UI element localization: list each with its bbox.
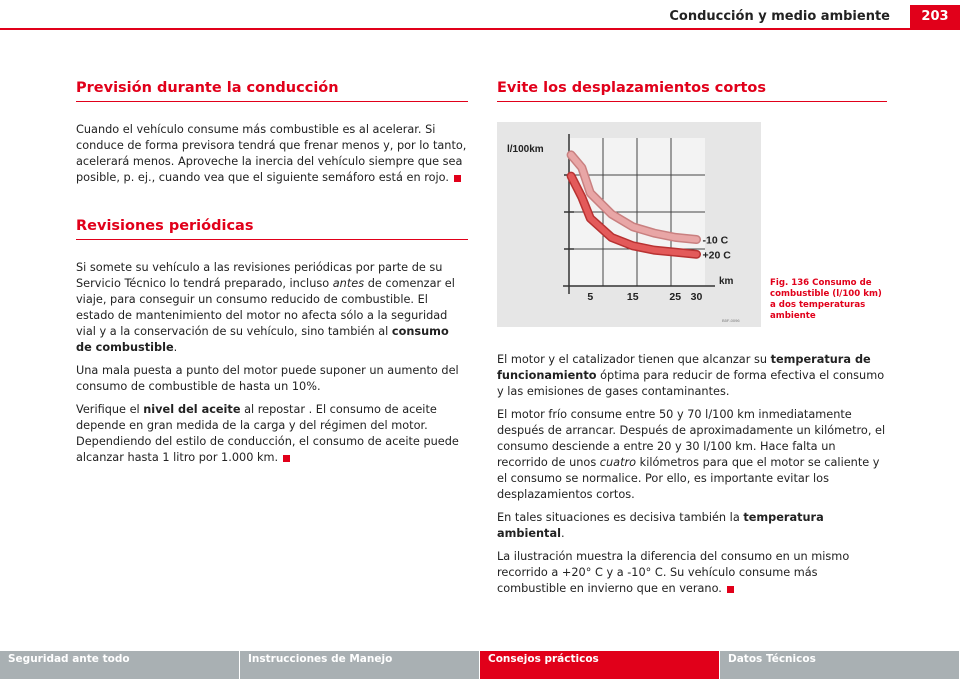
section-heading-revisiones: Revisiones periódicas [76, 218, 468, 240]
chart-x-tick-label: 15 [626, 291, 639, 303]
revisiones-paragraph-3: Verifique el nivel del aceite al repostar . El consumo de aceite depende en gran medida de la carga y del régimen del motor. Dependiendo del estilo de conducción, el consumo de aceite puede alcanzar hasta 1 litro por 1.000 km. [76, 403, 459, 464]
header-divider [0, 28, 960, 30]
end-marker-icon [283, 455, 290, 462]
footer-tab-instrucciones[interactable]: Instrucciones de Manejo [240, 651, 480, 679]
section-text-prevision: Cuando el vehículo consume más combustible es al acelerar. Si conduce de forma previsora tendrá que frenar menos y, por lo tanto, acelerará menos. Aproveche la inercia del vehículo siempre que sea posible, p. ej., cuando vea que el siguiente semáforo está en rojo. [76, 123, 467, 184]
desplazamientos-paragraph-3: En tales situaciones es decisiva también la temperatura ambiental. [497, 511, 824, 540]
right-column-heading-block [497, 80, 887, 122]
figure-image-code: B5F-0096 [722, 318, 740, 323]
figure-caption: Fig. 136 Consumo de combustible (l/100 km) a dos temperaturas ambiente [770, 278, 882, 321]
consumption-chart [497, 122, 761, 327]
consumption-chart-figure [497, 122, 761, 327]
footer-tab-seguridad[interactable]: Seguridad ante todo [0, 651, 240, 679]
footer-navigation [0, 651, 960, 679]
chart-x-tick-label: 5 [587, 291, 594, 303]
left-column [76, 80, 468, 473]
desplazamientos-paragraph-2: El motor frío consume entre 50 y 70 l/100 km inmediatamente después de arrancar. Después de aproximadamente un kilómetro, el consumo desciende a entre 20 y 30 l/100 km. Hace falta un recorrido de unos cuatro kilómetros para que el motor se caliente y el consumo se normalice. Por ello, es importante evitar los desplazamientos cortos. [497, 408, 886, 501]
chart-y-axis-label: l/100km [507, 144, 544, 155]
desplazamientos-paragraph-1: El motor y el catalizador tienen que alcanzar su temperatura de funcionamiento óptima para reducir de forma efectiva el consumo y las emisiones de gases contaminantes. [497, 353, 885, 398]
footer-tab-consejos[interactable]: Consejos prácticos [480, 651, 720, 679]
chart-x-axis-label: km [719, 276, 734, 287]
chart-x-tick-label: 30 [690, 291, 703, 303]
chart-series-label: -10 C [702, 234, 729, 247]
footer-tab-datos[interactable]: Datos Técnicos [720, 651, 960, 679]
chart-series-label: +20 C [702, 249, 731, 262]
page-header-title: Conducción y medio ambiente [669, 9, 890, 24]
revisiones-paragraph-1: Si somete su vehículo a las revisiones periódicas por parte de su Servicio Técnico lo tendrá preparado, incluso antes de comenzar el viaje, para conseguir un consumo reducido de combustible. El estado de mantenimiento del motor no afecta sólo a la seguridad vial y a la conservación de su vehículo, sino también al consumo de combustible. [76, 261, 455, 354]
right-column-text [497, 352, 887, 604]
end-marker-icon [727, 586, 734, 593]
chart-x-tick-label: 25 [669, 291, 682, 303]
section-heading-desplazamientos: Evite los desplazamientos cortos [497, 80, 887, 102]
page-number: 203 [910, 5, 960, 28]
end-marker-icon [454, 175, 461, 182]
section-heading-prevision: Previsión durante la conducción [76, 80, 468, 102]
desplazamientos-paragraph-4: La ilustración muestra la diferencia del consumo en un mismo recorrido a +20° C y a -10° C. Su vehículo consume más combustible en invierno que en verano. [497, 550, 850, 595]
revisiones-paragraph-2: Una mala puesta a punto del motor puede suponer un aumento del consumo de combustible de hasta un 10%. [76, 364, 459, 393]
